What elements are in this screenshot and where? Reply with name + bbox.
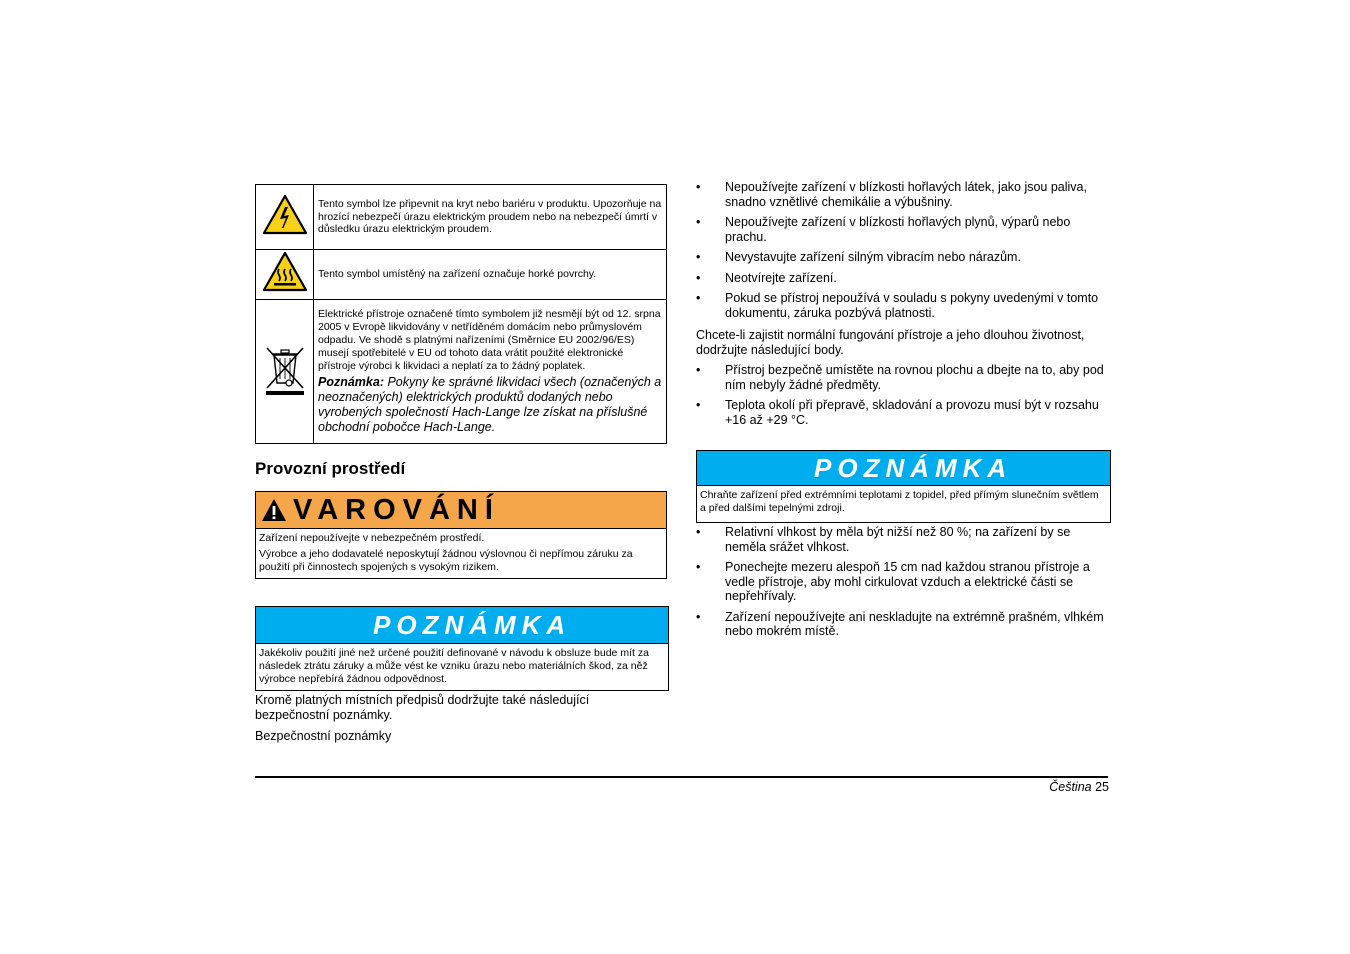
symbol-icon-cell xyxy=(256,250,314,300)
symbol-icon-cell xyxy=(256,185,314,250)
section-title: Provozní prostředí xyxy=(255,459,406,478)
intro-paragraph: Kromě platných místních předpisů dodržujte také následující bezpečnostní poznámky. xyxy=(255,693,590,722)
symbol-description: Tento symbol lze připevnit na kryt nebo bariéru v produktu. Upozorňuje na hrozící nebezpečí úrazu elektrickým proudem nebo na nebezpečí úmrtí v důsledku úrazu elektrickým proudem. xyxy=(314,185,667,250)
warning-header xyxy=(256,492,666,528)
list-item: • Neotvírejte zařízení. xyxy=(696,270,837,285)
symbol-row xyxy=(256,250,667,300)
note-title: POZNÁMKA xyxy=(814,452,1013,483)
note-title: POZNÁMKA xyxy=(373,609,572,640)
electrical-hazard-icon xyxy=(262,194,308,236)
list-item: • Přístroj bezpečně umístěte na rovnou plochu a dbejte na to, aby pod ním nebyly žádné předměty. xyxy=(696,363,1104,392)
note-label: Poznámka: xyxy=(318,375,384,390)
warning-line: Výrobce a jeho dodavatelé neposkytují žádnou výslovnou či nepřímou záruku za použití při činnostech spojených s vysokým rizikem. xyxy=(259,548,633,573)
list-item: • Ponechejte mezeru alespoň 15 cm nad každou stranou přístroje a vedle přístroje, aby mohl cirkulovat vzduch a elektrické části se nepřehřívaly. xyxy=(696,560,1090,603)
maintenance-paragraph: Chcete-li zajistit normální fungování přístroje a jeho dlouhou životnost, dodržujte následující body. xyxy=(696,328,1085,357)
page-number: 25 xyxy=(1095,780,1109,794)
list-item: • Zařízení nepoužívejte ani neskladujte na extrémně prašném, vlhkém nebo mokrém místě. xyxy=(696,609,1104,638)
footer-rule xyxy=(255,776,1108,778)
disposal-note xyxy=(318,375,662,434)
warning-body xyxy=(256,528,666,578)
note-box xyxy=(255,606,669,691)
note-box-right xyxy=(696,450,1111,523)
list-item: • Nepoužívejte zařízení v blízkosti hořlavých látek, jako jsou paliva, snadno vznětlivé chemikálie a výbušniny. xyxy=(696,180,1087,209)
bullet-list-hazards xyxy=(696,180,1108,326)
disposal-text: Elektrické přístroje označené tímto symbolem již nesmějí být od 12. srpna 2005 v Evropě likvidovány v netříděném domácím nebo průmyslovém odpadu. Ve shodě s platnými nařízeními (Směrnice EU 2002/96/ES) musejí spotřebitelé v EU od tohoto data vrátit použité elektronické přístroje výrobci k likvidaci a neplatí za to žádný poplatek. xyxy=(318,308,661,372)
list-item: • Nevystavujte zařízení silným vibracím nebo nárazům. xyxy=(696,250,1021,264)
footer-language: Čeština xyxy=(1049,780,1092,794)
hot-surface-icon xyxy=(262,251,308,293)
warning-triangle-icon xyxy=(261,498,287,522)
note-text: Pokyny ke správné likvidaci všech (označených a neoznačených) elektrických produktů dodaných nebo vyrobených společností Hach-Lange lze získat na příslušné obchodní pobočce Hach-Lange. xyxy=(318,375,662,434)
note-body: Jakékoliv použití jiné než určené použití definované v návodu k obsluze bude mít za následek ztrátu záruky a může vést ke vzniku úrazu nebo materiálních škod, za něž výrobce nepřebírá žádnou odpovědnost. xyxy=(256,643,668,690)
list-item: • Relativní vlhkost by měla být nižší než 80 %; na zařízení by se neměla srážet vlhkost. xyxy=(696,525,1071,554)
list-item: • Pokud se přístroj nepoužívá v souladu s pokyny uvedenými v tomto dokumentu, záruka pozbývá platnosti. xyxy=(696,291,1099,320)
symbol-description: Tento symbol umístěný na zařízení označuje horké povrchy. xyxy=(314,250,667,300)
note-body: Chraňte zařízení před extrémními teplotami z topidel, před přímým slunečním světlem a před dalšími tepelnými zdroji. xyxy=(697,485,1110,522)
symbol-row xyxy=(256,300,667,444)
warning-line: Zařízení nepoužívejte v nebezpečném prostředí. xyxy=(259,532,485,544)
note-header xyxy=(697,451,1110,485)
note-header xyxy=(256,607,668,643)
symbol-icon-cell xyxy=(256,300,314,444)
list-item: • Teplota okolí při přepravě, skladování a provozu musí být v rozsahu +16 až +29 °C. xyxy=(696,398,1099,427)
safety-notes-label: Bezpečnostní poznámky xyxy=(255,729,392,743)
crossed-bin-icon xyxy=(261,342,309,396)
page-footer xyxy=(900,780,1109,794)
list-item: • Nepoužívejte zařízení v blízkosti hořlavých plynů, výparů nebo prachu. xyxy=(696,215,1071,244)
symbol-row xyxy=(256,185,667,250)
bullet-list-environment xyxy=(696,525,1108,645)
warning-title: VAROVÁNÍ xyxy=(293,493,500,526)
warning-box xyxy=(255,491,667,579)
bullet-list-placement xyxy=(696,363,1108,433)
symbol-description xyxy=(314,300,667,444)
symbol-table xyxy=(255,184,667,444)
